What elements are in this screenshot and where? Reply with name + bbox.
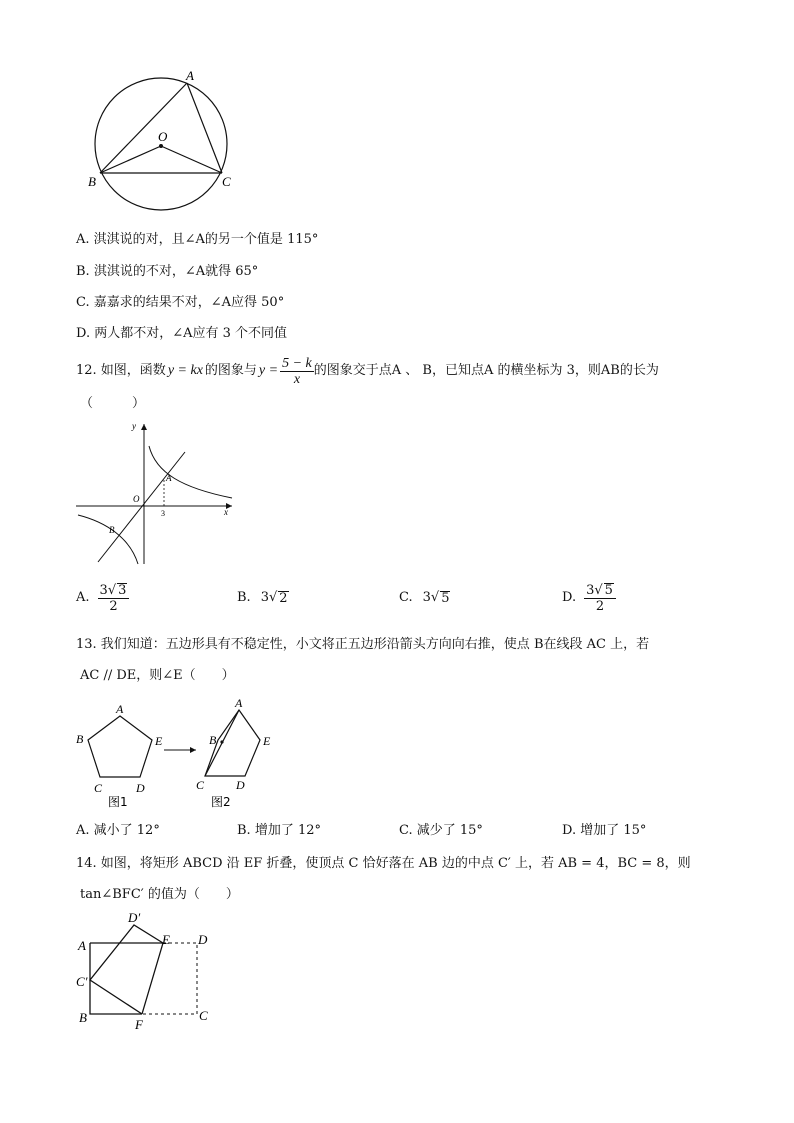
q12-answer-paren: （ ）: [80, 396, 146, 411]
q13-line1: 13. 我们知道：五边形具有不稳定性，小文将正五边形沿箭头方向向右推，使点 B在线段 AC 上，若: [76, 637, 650, 652]
q11-option-d: D. 两人都不对，∠A应有 3 个不同值: [76, 326, 288, 341]
coef: 3: [99, 582, 108, 598]
q13-option-b: B. 增加了 12°: [237, 823, 321, 838]
q12-frac-num: 5 − k: [282, 355, 312, 371]
q12-option-d: [562, 576, 616, 620]
rect-dashed-edc-f: [142, 943, 197, 1014]
segment-ob: [100, 146, 161, 173]
q13-option-c: C. 减少了 15°: [399, 823, 483, 838]
q13-line2: AC // DE，则∠E（ ）: [80, 668, 235, 683]
fig2-label-b: B: [209, 733, 217, 747]
label-e: E: [162, 932, 170, 947]
fig1-caption: 图1: [108, 795, 128, 809]
q12-option-c: [399, 576, 450, 620]
label-d-prime: D′: [128, 910, 141, 925]
label-y: y: [132, 421, 136, 431]
label-c: C: [222, 174, 231, 189]
label-a: A: [78, 938, 86, 953]
folded-flap: [90, 925, 163, 1014]
option-label: A.: [76, 590, 90, 605]
fig2-label-d: D: [236, 778, 245, 792]
rect-left-bottom: [90, 943, 142, 1014]
label-b: B: [109, 525, 115, 535]
fig1-label-a: A: [116, 702, 124, 716]
option-d-numerator: [584, 583, 616, 599]
fig2-label-e: E: [263, 734, 271, 748]
fig1-label-d: D: [136, 781, 145, 795]
label-b: B: [88, 174, 96, 189]
label-c: C: [199, 1008, 208, 1023]
option-d-fraction: [584, 583, 616, 614]
figure-q12-graph: [72, 418, 242, 568]
fold-line-ef: [142, 943, 163, 1014]
q14-line1: 14. 如图，将矩形 ABCD 沿 EF 折叠，使顶点 C 恰好落在 AB 边的中点 C′ 上，若 AB = 4，BC = 8，则: [76, 856, 691, 871]
option-a-numerator: [98, 583, 130, 599]
option-label: D.: [562, 590, 577, 605]
option-d-denominator: 2: [595, 598, 605, 614]
q12-y-eq: y =: [258, 363, 279, 378]
radical-sign: √: [594, 582, 603, 598]
radical-sign: √: [430, 590, 440, 605]
q12-tail: 的图象交于点A 、 B，已知点A 的横坐标为 3，则AB的长为: [313, 363, 659, 378]
radicand: 5: [604, 582, 613, 598]
pentagon-fig1: [88, 716, 152, 777]
label-d: D: [198, 932, 208, 947]
tick-3: 3: [161, 509, 165, 518]
q12-option-b: [237, 576, 289, 620]
coef: 3: [422, 590, 431, 605]
radical-sign: √: [107, 582, 117, 598]
q12-question: [76, 353, 659, 389]
label-c-prime: C′: [76, 974, 88, 989]
radicand: 5: [441, 590, 450, 606]
segment-ab: [100, 83, 187, 173]
figure-q14-fold: [72, 908, 222, 1033]
radical-sign: √: [268, 590, 278, 605]
q11-option-c: C. 嘉嘉求的结果不对，∠A应得 50°: [76, 295, 285, 310]
label-a: A: [166, 473, 172, 483]
label-x: x: [224, 507, 228, 517]
option-label: B.: [237, 590, 251, 605]
option-a-fraction: [98, 583, 130, 614]
q12-option-a: [76, 576, 129, 620]
fig2-label-c: C: [196, 778, 205, 792]
q14-line2: tan∠BFC′ 的值为（ ）: [80, 887, 239, 902]
q12-func1: y = kx: [167, 363, 203, 378]
fig2-label-a: A: [235, 698, 243, 710]
q11-option-a: A. 淇淇说的对，且∠A的另一个值是 115°: [76, 232, 319, 247]
q12-mid: 的图象与: [204, 363, 257, 378]
label-b: B: [79, 1010, 87, 1025]
label-f: F: [135, 1017, 143, 1032]
hyperbola-branch-1: [149, 446, 232, 498]
fig1-label-c: C: [94, 781, 103, 795]
fig1-label-e: E: [155, 734, 163, 748]
figure-q13-pentagons: [72, 698, 292, 810]
label-o: O: [158, 129, 168, 144]
label-o: O: [133, 494, 140, 504]
option-label: C.: [399, 590, 413, 605]
q12-frac-den: x: [293, 371, 301, 387]
coef: 3: [260, 590, 269, 605]
line-y-kx: [98, 452, 185, 562]
fig2-caption: 图2: [211, 795, 231, 809]
label-a: A: [186, 68, 194, 83]
q11-option-b: B. 淇淇说的不对，∠A就得 65°: [76, 264, 259, 279]
radicand: 3: [118, 582, 127, 598]
figure-q11-circle: [80, 68, 250, 218]
fig1-label-b: B: [76, 732, 84, 746]
center-point: [159, 144, 163, 148]
q13-option-d: D. 增加了 15°: [562, 823, 647, 838]
fig2-point-b: [220, 740, 223, 743]
q12-fraction: [280, 356, 314, 387]
q12-number: 12. 如图，函数: [76, 363, 166, 378]
coef: 3: [586, 582, 595, 598]
q13-option-a: A. 减小了 12°: [76, 823, 160, 838]
radicand: 2: [279, 590, 288, 606]
option-a-denominator: 2: [109, 598, 118, 614]
